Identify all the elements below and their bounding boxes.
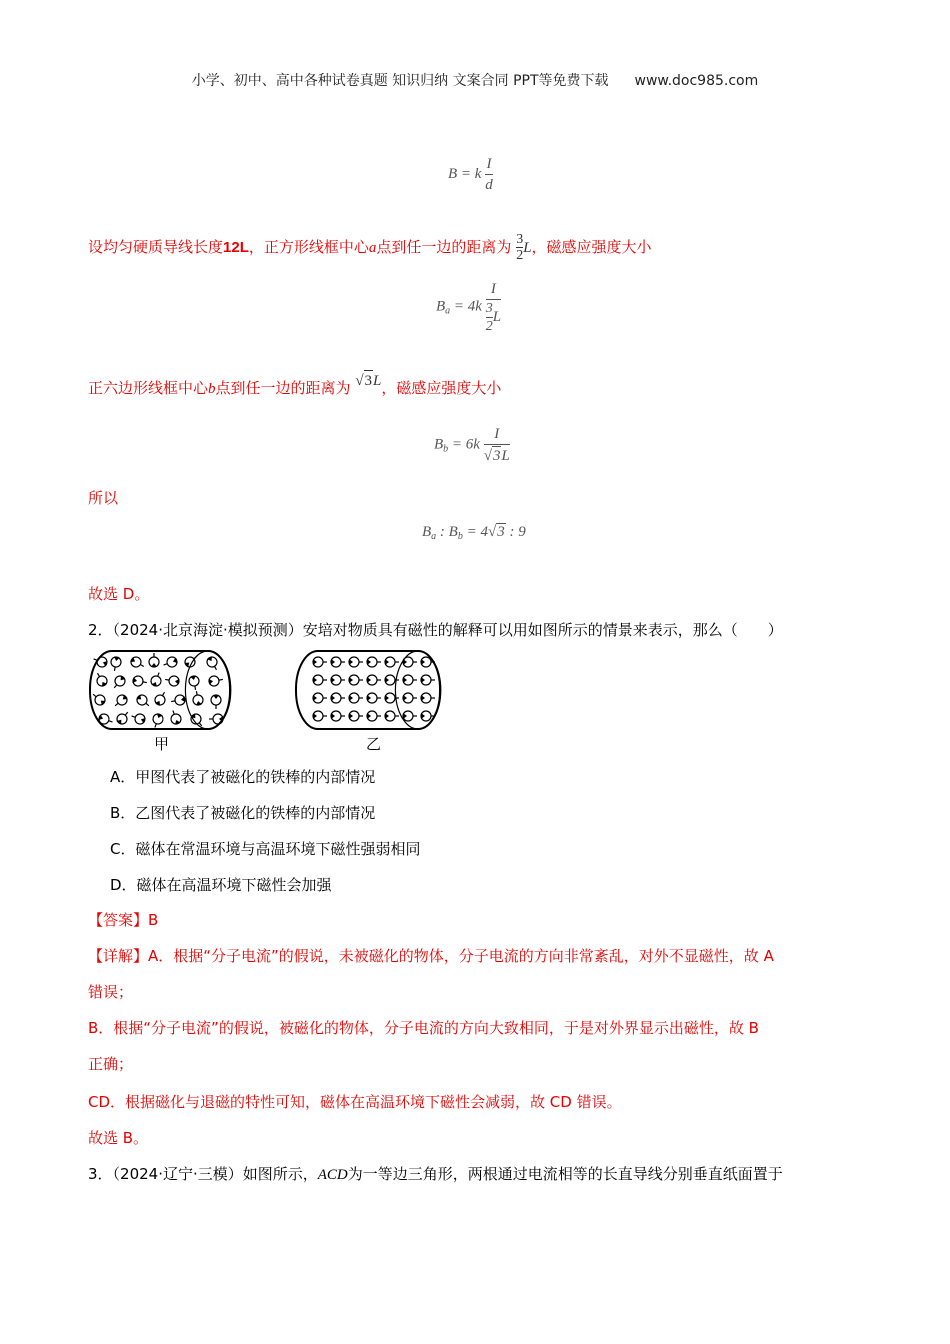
aligned-molecular-current-loop [421, 657, 435, 667]
formula2-num: I [490, 281, 496, 297]
aligned-molecular-current-loop [367, 657, 381, 667]
formula4-sa: a [431, 531, 437, 542]
formula3-num: I [494, 426, 500, 442]
formula3-lhs: B [434, 436, 444, 453]
detail-line-5: CD．根据磁化与退磁的特性可知，磁体在高温环境下磁性会减弱，故 CD 错误。 [88, 1093, 622, 1111]
molecular-current-loop [209, 714, 223, 724]
molecular-current-loop [168, 709, 182, 726]
figure-jia-cylinder [86, 648, 246, 732]
formula2-fraction [486, 280, 501, 334]
aligned-molecular-current-loop [385, 657, 399, 667]
formula1-fraction [485, 155, 493, 194]
question-2 [88, 620, 783, 640]
para2-pre: 正六边形线框中心 [88, 379, 209, 397]
formula-bb [434, 425, 510, 465]
option-c: C．磁体在常温环境与高温环境下磁性强弱相同 [110, 840, 421, 858]
detail-line-6: 故选 B。 [88, 1129, 149, 1147]
aligned-molecular-current-loop [313, 657, 327, 667]
q3-label: ACD [317, 1167, 348, 1183]
detail-line-4: 正确； [88, 1055, 134, 1073]
molecular-current-loop [110, 674, 127, 691]
formula-b-kid [448, 155, 493, 194]
formula2-sub: a [445, 305, 451, 317]
option-b: B．乙图代表了被磁化的铁棒的内部情况 [110, 804, 376, 822]
formula-ba [436, 280, 501, 334]
formula4-sqrt: 3 [497, 524, 505, 540]
formula2-den-num: 3 [485, 301, 493, 316]
aligned-molecular-current-loop [349, 657, 363, 667]
molecular-current-loop [162, 656, 179, 670]
option-a: A．甲图代表了被磁化的铁棒的内部情况 [110, 768, 376, 786]
figure-jia-label: 甲 [154, 735, 170, 753]
molecular-current-loop [132, 675, 148, 687]
formula2-den-var: L [492, 308, 502, 325]
aligned-molecular-current-loop [331, 675, 345, 685]
para2-post: ，磁感应强度大小 [381, 379, 502, 397]
aligned-molecular-current-loop [367, 693, 381, 703]
aligned-molecular-current-loop [331, 711, 345, 721]
aligned-molecular-current-loop [313, 693, 327, 703]
molecular-current-loop [170, 694, 186, 706]
formula2-eq: = 4k [450, 298, 482, 315]
molecular-current-loop [192, 690, 204, 706]
molecular-current-loop [205, 655, 221, 672]
para2-sqrt: 3 [364, 370, 374, 391]
molecular-current-loop [93, 671, 109, 688]
aligned-molecular-current-loop [385, 711, 399, 721]
formula1-lhs: B = k [448, 165, 482, 182]
formula3-fraction [484, 425, 510, 465]
molecular-current-loop [208, 675, 224, 687]
para1-mid2: 点到任一边的距离为 [376, 238, 512, 256]
formula2-den-den: 2 [485, 319, 493, 334]
molecular-current-loop [164, 675, 180, 687]
aligned-molecular-current-loop [349, 711, 363, 721]
aligned-molecular-current-loop [367, 711, 381, 721]
q3-number: 3． [88, 1165, 113, 1183]
formula4-tail: : 9 [505, 524, 526, 540]
detail-line-3: B．根据“分子电流”的假说，被磁化的物体，分子电流的方向大致相同，于是对外界显示出磁性，故 B [88, 1019, 759, 1037]
header-left-text: 小学、初中、高中各种试卷真题 知识归纳 文案合同 PPT等免费下载 [191, 73, 609, 89]
para1-frac-num: 3 [516, 232, 524, 247]
aligned-molecular-current-loop [403, 711, 417, 721]
paragraph-square-distance [88, 232, 652, 263]
page-header [0, 70, 950, 90]
aligned-molecular-current-loop [367, 675, 381, 685]
random-current-loops [90, 652, 224, 729]
formula3-den-var: L [501, 448, 510, 464]
para1-frac-den: 2 [516, 248, 524, 263]
molecular-current-loop [98, 713, 115, 727]
formula3-den-sqrt: 3 [492, 448, 501, 464]
para1-mid: ，正方形线框中心 [248, 238, 369, 256]
aligned-molecular-current-loop [349, 693, 363, 703]
paragraph-therefore: 所以 [88, 489, 119, 507]
formula4-a: B [422, 524, 432, 540]
formula4-sep: : [436, 524, 449, 540]
aligned-molecular-current-loop [421, 675, 435, 685]
answer-2: 【答案】B [88, 911, 159, 929]
aligned-molecular-current-loop [331, 657, 345, 667]
formula3-eq: = 6k [448, 436, 480, 453]
question-3 [88, 1164, 783, 1185]
molecular-current-loop [135, 693, 152, 710]
q2-number: 2． [88, 621, 113, 639]
figure-yi-cylinder [292, 648, 456, 732]
detail-line-2: 错误； [88, 983, 134, 1001]
option-d: D．磁体在高温环境下磁性会加强 [110, 876, 332, 894]
formula2-lhs: B [436, 298, 446, 315]
molecular-current-loop [153, 690, 169, 707]
formula3-sub: b [443, 443, 449, 455]
para1-pre: 设均匀硬质导线长度 [88, 238, 224, 256]
molecular-current-loop [149, 653, 159, 667]
molecular-current-loop [115, 709, 132, 726]
formula1-num: I [486, 156, 492, 172]
figure-yi-label: 乙 [366, 735, 382, 753]
formula4-b: B [448, 524, 458, 540]
molecular-current-loop [189, 712, 206, 729]
formula4-eq: = 4 [462, 524, 488, 540]
molecular-current-loop [150, 713, 164, 730]
answer-1: 故选 D。 [88, 585, 150, 603]
header-url: www.doc985.com [634, 73, 759, 89]
q2-text: （2024·北京海淀·模拟预测）安培对物质具有磁性的解释可以用如图所示的情景来表示，那么（ ） [112, 621, 783, 639]
aligned-molecular-current-loop [331, 693, 345, 703]
aligned-molecular-current-loop [349, 675, 363, 685]
q3-text-pre: （2024·辽宁·三模）如图所示， [112, 1165, 318, 1183]
formula4-sb: b [457, 531, 463, 542]
molecular-current-loop [211, 695, 221, 709]
aligned-molecular-current-loop [403, 675, 417, 685]
paragraph-hexagon-distance [88, 373, 502, 399]
formula1-den: d [485, 177, 493, 193]
para1-length: 12L [223, 239, 249, 256]
molecular-current-loop [110, 656, 122, 672]
para1-point: a [368, 240, 377, 256]
molecular-current-loop [150, 671, 164, 688]
para2-var: L [373, 373, 382, 389]
formula-ratio: $B_a$ : $B_b = 4√3$ : 9 [422, 524, 526, 542]
para1-post: ，磁感应强度大小 [531, 238, 652, 256]
detail-line-1: 【详解】A．根据“分子电流”的假说，未被磁化的物体，分子电流的方向非常紊乱，对外不显磁性，故 A [88, 947, 774, 965]
aligned-current-loops [313, 657, 435, 721]
molecular-current-loop [130, 711, 147, 725]
para2-mid: 点到任一边的距离为 [215, 379, 351, 397]
molecular-current-loop [188, 675, 200, 691]
q3-text-post: 为一等边三角形，两根通过电流相等的长直导线分别垂直纸面置于 [347, 1165, 783, 1183]
aligned-molecular-current-loop [403, 657, 417, 667]
para1-var: L [523, 240, 532, 256]
molecular-current-loop [112, 693, 129, 710]
molecular-current-loop [90, 690, 107, 707]
para2-sqrt-expr: √3L [355, 373, 381, 389]
aligned-molecular-current-loop [403, 693, 417, 703]
aligned-molecular-current-loop [421, 693, 435, 703]
para2-point: b [208, 381, 216, 397]
formula3-den: √3L [483, 448, 510, 464]
formula2-den [486, 301, 501, 334]
aligned-molecular-current-loop [313, 675, 327, 685]
molecular-current-loop [129, 655, 146, 671]
aligned-molecular-current-loop [313, 711, 327, 721]
